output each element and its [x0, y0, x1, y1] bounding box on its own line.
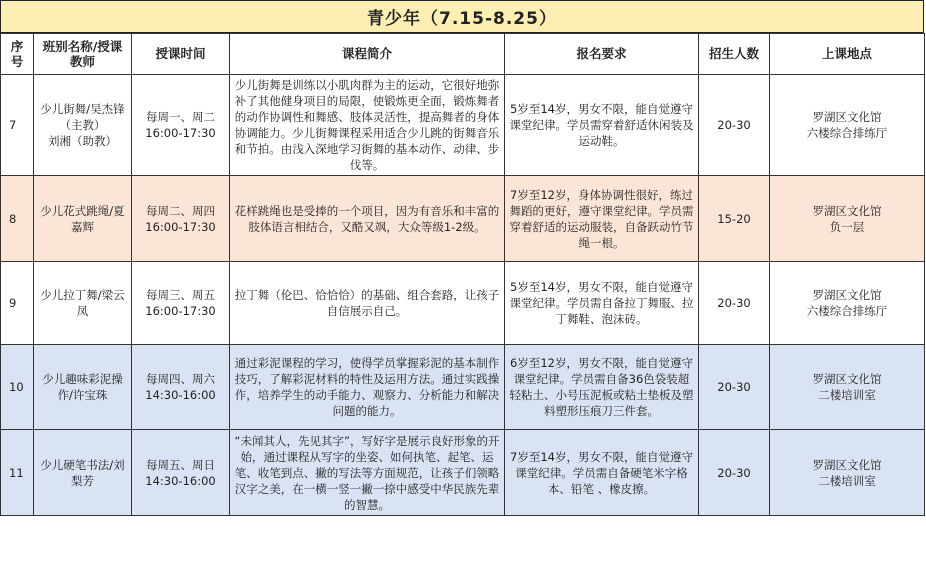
cell-class-teacher[interactable]: 少儿街舞/吴杰锋（主教） 刘湘（助教） — [34, 75, 132, 176]
sheet-title: 青少年（7.15-8.25） — [0, 0, 924, 33]
cell-quota[interactable]: 15-20 — [699, 176, 770, 262]
cell-index[interactable]: 9 — [1, 262, 34, 345]
table-row — [1, 430, 925, 516]
cell-requirements[interactable]: 7岁至14岁，男女不限，能自觉遵守课堂纪律。学员需自备硬笔米字格本、铅笔 、橡皮擦。 — [505, 430, 699, 516]
cell-quota[interactable]: 20-30 — [699, 262, 770, 345]
cell-intro[interactable]: 拉丁舞（伦巴、恰恰恰）的基础、组合套路，让孩子自信展示自己。 — [230, 262, 505, 345]
cell-intro[interactable]: 少儿街舞是训练以小肌肉群为主的运动，它很好地弥补了其他健身项目的局限，使锻炼更全面，锻炼舞者的动作协调性和舞感、肢体灵活性，提高舞者的身体协调能力。少儿街舞课程采用适合少儿跳的街舞音乐和节拍。由浅入深地学习街舞的基本动作、动律、步伐等。 — [230, 75, 505, 176]
cell-index[interactable]: 11 — [1, 430, 34, 516]
cell-requirements[interactable]: 6岁至12岁，男女不限，能自觉遵守课堂纪律。学员需自备36色袋装超轻粘土、小号压泥板或粘土垫板及塑料塑形压痕刀三件套。 — [505, 345, 699, 430]
cell-intro[interactable]: 花样跳绳也是受捧的一个项目，因为有音乐和丰富的肢体语言相结合，又酷又飒，大众等级1-2级。 — [230, 176, 505, 262]
header-place[interactable]: 上课地点 — [770, 34, 925, 75]
cell-place[interactable]: 罗湖区文化馆 六楼综合排练厅 — [770, 75, 925, 176]
cell-place[interactable]: 罗湖区文化馆 二楼培训室 — [770, 430, 925, 516]
cell-intro[interactable]: “未闻其人，先见其字”，写好字是展示良好形象的开始，通过课程从写字的坐姿、如何执笔、起笔、运笔、收笔到点、撇的写法等方面规范，让孩子们领略汉字之美，在一横一竖一撇一捺中感受中华民族先辈的智慧。 — [230, 430, 505, 516]
cell-time[interactable]: 每周二、周四 16:00-17:30 — [132, 176, 230, 262]
cell-quota[interactable]: 20-30 — [699, 345, 770, 430]
header-quota[interactable]: 招生人数 — [699, 34, 770, 75]
cell-place[interactable]: 罗湖区文化馆 负一层 — [770, 176, 925, 262]
table-row — [1, 345, 925, 430]
header-index[interactable]: 序号 — [1, 34, 34, 75]
cell-time[interactable]: 每周五、周日 14:30-16:00 — [132, 430, 230, 516]
cell-class-teacher[interactable]: 少儿硬笔书法/刘梨芳 — [34, 430, 132, 516]
cell-requirements[interactable]: 5岁至14岁，男女不限，能自觉遵守课堂纪律。学员需穿着舒适休闲装及运动鞋。 — [505, 75, 699, 176]
cell-class-teacher[interactable]: 少儿花式跳绳/夏嘉辉 — [34, 176, 132, 262]
cell-place[interactable]: 罗湖区文化馆 二楼培训室 — [770, 345, 925, 430]
header-requirements[interactable]: 报名要求 — [505, 34, 699, 75]
cell-time[interactable]: 每周一、周二 16:00-17:30 — [132, 75, 230, 176]
course-table — [0, 33, 925, 516]
cell-quota[interactable]: 20-30 — [699, 75, 770, 176]
cell-place[interactable]: 罗湖区文化馆 六楼综合排练厅 — [770, 262, 925, 345]
table-row — [1, 176, 925, 262]
cell-intro[interactable]: 通过彩泥课程的学习，使得学员掌握彩泥的基本制作技巧，了解彩泥材料的特性及运用方法。通过实践操作，培养学生的动手能力、观察力、分析能力和解决问题的能力。 — [230, 345, 505, 430]
cell-class-teacher[interactable]: 少儿趣味彩泥操作/许宝珠 — [34, 345, 132, 430]
header-time[interactable]: 授课时间 — [132, 34, 230, 75]
cell-time[interactable]: 每周三、周五 16:00-17:30 — [132, 262, 230, 345]
header-intro[interactable]: 课程简介 — [230, 34, 505, 75]
cell-index[interactable]: 8 — [1, 176, 34, 262]
cell-requirements[interactable]: 5岁至14岁，男女不限，能自觉遵守课堂纪律。学员需自备拉丁舞服、拉丁舞鞋、泡沫砖。 — [505, 262, 699, 345]
cell-index[interactable]: 7 — [1, 75, 34, 176]
table-row — [1, 262, 925, 345]
cell-requirements[interactable]: 7岁至12岁，身体协调性很好，练过舞蹈的更好，遵守课堂纪律。学员需穿着舒适的运动服装，自备跃动竹节绳一根。 — [505, 176, 699, 262]
cell-time[interactable]: 每周四、周六 14:30-16:00 — [132, 345, 230, 430]
cell-index[interactable]: 10 — [1, 345, 34, 430]
table-row — [1, 75, 925, 176]
header-name[interactable]: 班别名称/授课教师 — [34, 34, 132, 75]
cell-class-teacher[interactable]: 少儿拉丁舞/梁云凤 — [34, 262, 132, 345]
header-row — [1, 34, 925, 75]
cell-quota[interactable]: 20-30 — [699, 430, 770, 516]
